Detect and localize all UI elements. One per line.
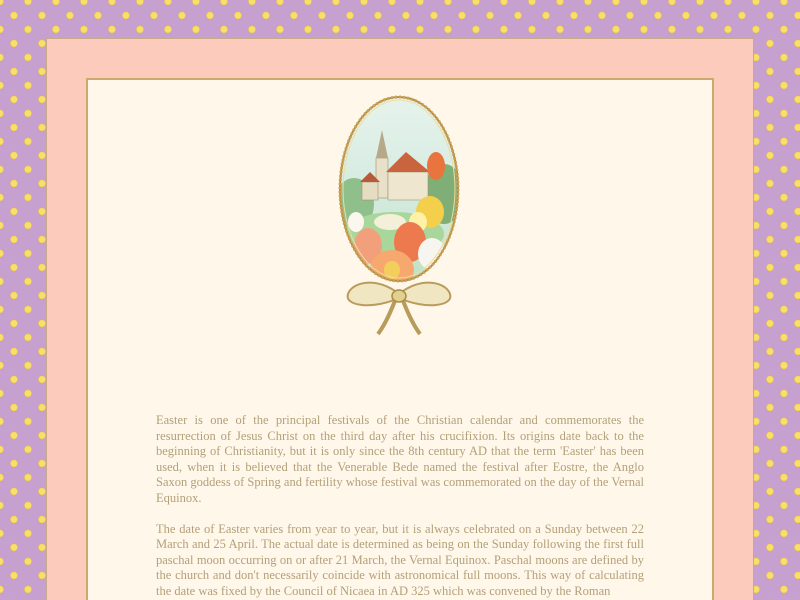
article-paragraph-2: The date of Easter varies from year to year, but it is always celebrated on a Sunday between 22 March and 25 April. The actual date is determined as being on the Sunday following the first full paschal moon occurring on or after 21 March, the Vernal Equinox. Paschal moons are defined by the church and don't necessarily coincide with astronomical full moons. This way of calculating the date was fixed by the Council of Nicaea in AD 325 which was convened by the Roman [156, 521, 644, 598]
easter-egg-church-image [332, 94, 466, 338]
easter-egg-image [332, 94, 466, 338]
golden-bow-icon [348, 283, 451, 334]
easter-article [156, 413, 644, 600]
article-paragraph-1: Easter is one of the principal festivals of the Christian calendar and commemorates the resurrection of Jesus Christ on the third day after his crucifixion. Its origins date back to the beginning of Christianity, but it is only since the 8th century AD that the term 'Easter' has been used, when it is believed that the Venerable Bede named the festival after Eostre, the Anglo Saxon goddess of Spring and fertility whose festival was commemorated on the day of the Vernal Equinox. [156, 413, 644, 505]
